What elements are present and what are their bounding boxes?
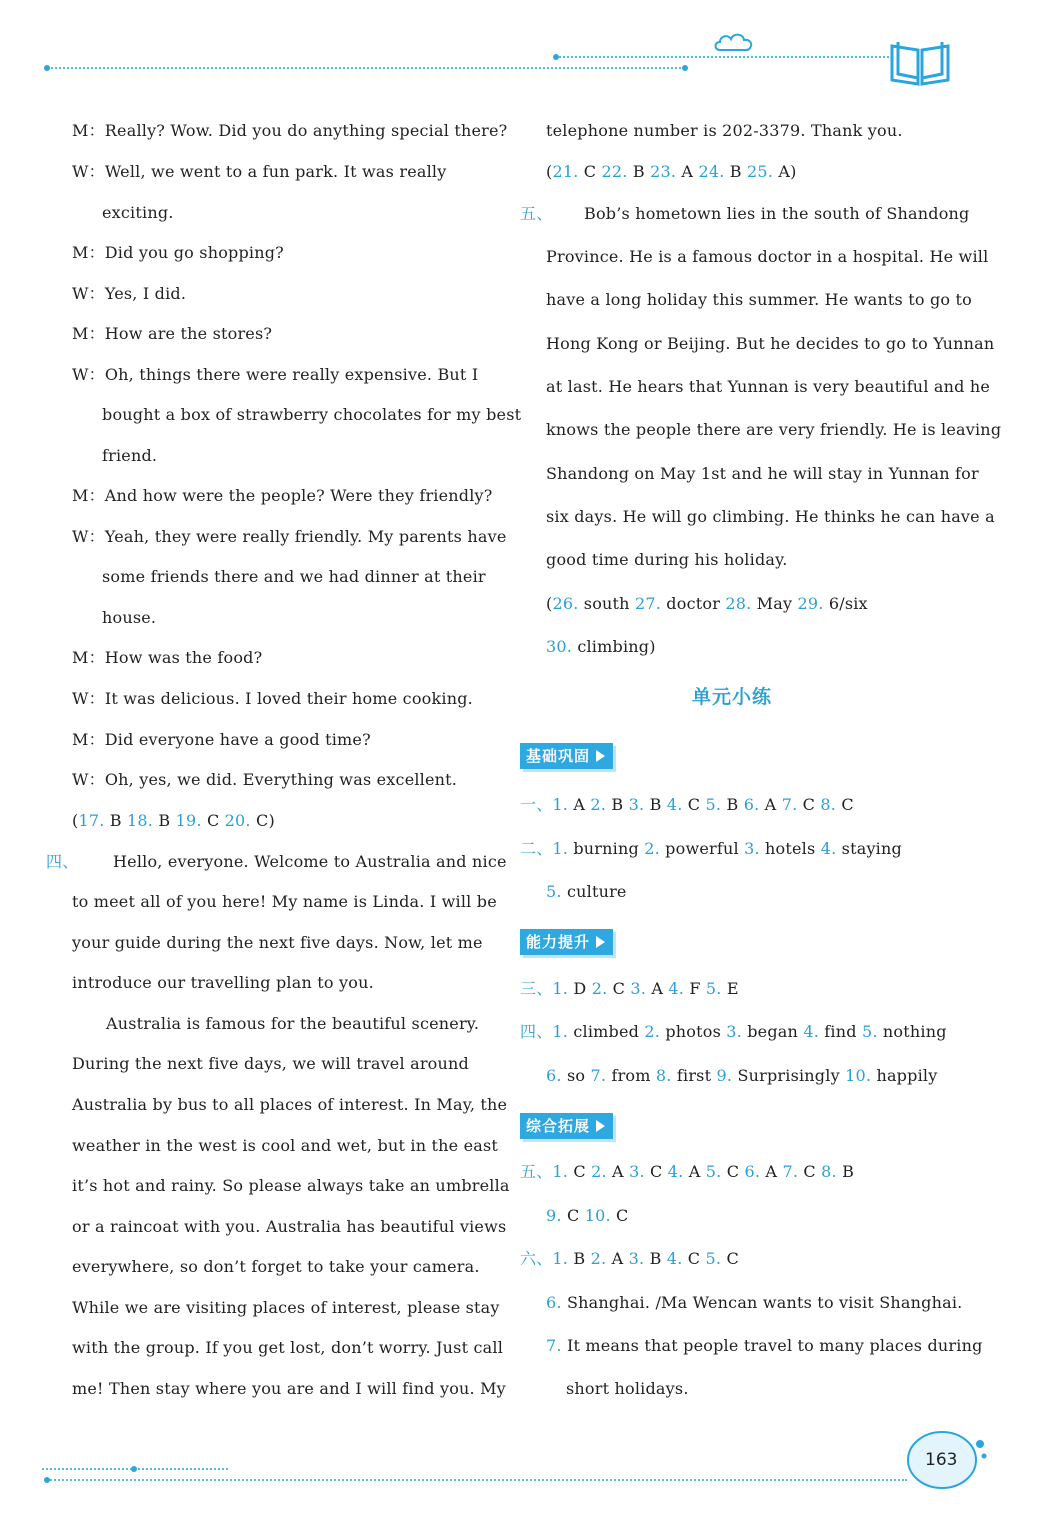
answer-number: 27. xyxy=(634,594,662,613)
answer-text: C xyxy=(797,795,821,814)
answer-text: B xyxy=(721,795,744,814)
header-dot-left xyxy=(44,65,50,71)
answer-text: C xyxy=(721,1162,745,1181)
passage-line: at last. He hears that Yunnan is very beautiful and he xyxy=(546,377,991,396)
answer-text: B xyxy=(627,162,651,181)
passage-line: Hong Kong or Beijing. But he decides to go to Yunnan xyxy=(546,334,995,353)
dialogue-line: M：Did everyone have a good time? xyxy=(72,730,371,749)
answer-row xyxy=(520,1022,947,1042)
answer-text: Surprisingly xyxy=(732,1066,846,1085)
answer-text: F xyxy=(684,979,706,998)
answer-text: ( xyxy=(72,811,79,830)
section-label: 一、 xyxy=(520,795,553,814)
passage-line: Australia is famous for the beautiful scenery. xyxy=(106,1014,480,1033)
answer-number: 9. xyxy=(716,1066,733,1085)
answer-continuation: short holidays. xyxy=(566,1379,689,1398)
answer-number: 7. xyxy=(590,1066,607,1085)
answer-text: C xyxy=(201,811,225,830)
answer-row xyxy=(546,162,797,182)
dialogue-line: house. xyxy=(102,608,157,627)
answer-text: D xyxy=(568,979,592,998)
answer-text: find xyxy=(819,1022,862,1041)
answer-text: C xyxy=(721,1249,739,1268)
answer-number: 2. xyxy=(591,1162,607,1181)
answer-text: B xyxy=(644,1249,667,1268)
answer-text: nothing xyxy=(877,1022,947,1041)
answer-number: 5. xyxy=(705,1162,722,1181)
passage-line: Shandong on May 1st and he will stay in Yunnan for xyxy=(546,464,979,483)
answer-text: A xyxy=(759,795,782,814)
answer-row xyxy=(546,1206,628,1226)
answer-number: 4. xyxy=(666,795,683,814)
answer-text: B xyxy=(606,795,629,814)
answer-text: C xyxy=(578,162,602,181)
dialogue-text: W：Well, we went to a fun park. It was really xyxy=(72,162,447,181)
passage-line: have a long holiday this summer. He wants to go to xyxy=(546,290,973,309)
unit-practice-title: 单元小练 xyxy=(692,686,773,708)
answer-number: 5. xyxy=(546,882,562,901)
section-label: 二、 xyxy=(520,839,553,858)
answer-number: 22. xyxy=(601,162,628,181)
section-label: 四、 xyxy=(520,1022,553,1041)
answer-text: began xyxy=(741,1022,804,1041)
answer-number: 8. xyxy=(655,1066,672,1085)
section-label: 五、 xyxy=(520,1162,553,1181)
answer-text: B xyxy=(568,1249,591,1268)
passage-line: me! Then stay where you are and I will find you. My xyxy=(72,1379,506,1398)
answer-number: 4. xyxy=(666,1249,683,1268)
answer-row xyxy=(546,637,656,657)
dialogue-line: M：How are the stores? xyxy=(72,324,273,343)
passage-line: weather in the west is cool and wet, but in the east xyxy=(72,1136,499,1155)
answer-number: 17. xyxy=(78,811,105,830)
answer-row xyxy=(520,979,739,999)
answer-text: A) xyxy=(773,162,797,181)
passage-line: good time during his holiday. xyxy=(546,550,788,569)
answer-number: 10. xyxy=(845,1066,872,1085)
dialogue-line: W：Yes, I did. xyxy=(72,284,187,303)
badge-label: 基础巩固 xyxy=(526,747,591,765)
dialogue-line: friend. xyxy=(102,446,158,465)
answer-number: 9. xyxy=(546,1206,562,1225)
dialogue-line: W：Oh, things there were really expensive. But I xyxy=(72,365,479,384)
passage-line: it’s hot and rainy. So please always take an umbrella xyxy=(72,1176,510,1195)
answer-number: 2. xyxy=(644,839,660,858)
answer-text: B xyxy=(644,795,667,814)
answer-text: staying xyxy=(836,839,902,858)
dialogue-line: some friends there and we had dinner at their xyxy=(102,567,486,586)
answer-number: 23. xyxy=(650,162,677,181)
badge-comprehensive-extension xyxy=(520,1113,613,1139)
passage-line: introduce our travelling plan to you. xyxy=(72,973,374,992)
answer-row xyxy=(546,1336,983,1356)
passage-line: with the group. If you get lost, don’t worry. Just call xyxy=(72,1338,504,1357)
answer-number: 3. xyxy=(744,839,760,858)
footer-dotted-line xyxy=(47,1479,907,1481)
answer-text: A xyxy=(760,1162,783,1181)
answer-text: C xyxy=(836,795,854,814)
answer-number: 20. xyxy=(224,811,251,830)
passage-line: During the next five days, we will travel around xyxy=(72,1054,469,1073)
answer-text: A xyxy=(568,795,591,814)
answer-text: C xyxy=(561,1206,585,1225)
answer-number: 21. xyxy=(552,162,579,181)
answer-text: C xyxy=(610,1206,629,1225)
answer-text: powerful xyxy=(659,839,745,858)
answer-number: 1. xyxy=(552,839,569,858)
passage-line: six days. He will go climbing. He thinks he can have a xyxy=(546,507,995,526)
answer-number: 6. xyxy=(743,795,760,814)
answer-text: 6/six xyxy=(823,594,868,613)
answer-number: 3. xyxy=(630,979,647,998)
answer-number: 3. xyxy=(726,1022,742,1041)
section-label: 五、 xyxy=(520,204,553,223)
passage-line: everywhere, so don’t forget to take your camera. xyxy=(72,1257,480,1276)
answer-row xyxy=(546,1066,937,1086)
dialogue-line: W：Yeah, they were really friendly. My parents have xyxy=(72,527,507,546)
answer-number: 8. xyxy=(820,795,837,814)
answer-number: 29. xyxy=(797,594,824,613)
answer-number: 7. xyxy=(781,795,798,814)
footer-dot-mid xyxy=(131,1466,137,1472)
dialogue-line: M：Really? Wow. Did you do anything special there? xyxy=(72,121,508,140)
passage-line: Province. He is a famous doctor in a hospital. He will xyxy=(546,247,989,266)
answer-text: Shanghai. /Ma Wencan wants to visit Shanghai. xyxy=(561,1293,963,1312)
answer-number: 7. xyxy=(546,1336,562,1355)
answer-text: C) xyxy=(250,811,275,830)
answer-text: C xyxy=(644,1162,668,1181)
answer-text: B xyxy=(153,811,176,830)
answer-number: 1. xyxy=(552,1249,569,1268)
dialogue-line: M：And how were the people? Were they friendly? xyxy=(72,486,493,505)
passage-line: to meet all of you here! My name is Linda. I will be xyxy=(72,892,497,911)
answer-number: 6. xyxy=(546,1066,562,1085)
dialogue-line xyxy=(72,162,477,182)
answer-row xyxy=(546,1293,962,1313)
answer-text: so xyxy=(561,1066,591,1085)
section-label: 三、 xyxy=(520,979,553,998)
header-dotted-line-upper xyxy=(556,56,896,58)
answer-number: 6. xyxy=(546,1293,562,1312)
answer-number: 8. xyxy=(821,1162,837,1181)
answer-row xyxy=(520,1249,739,1269)
passage-line: your guide during the next five days. Now, let me xyxy=(72,933,483,952)
passage-line: or a raincoat with you. Australia has beautiful views xyxy=(72,1217,507,1236)
footer-dot-left xyxy=(44,1477,50,1483)
answer-number: 5. xyxy=(705,795,722,814)
answer-text: A xyxy=(676,162,699,181)
answer-number: 2. xyxy=(590,1249,607,1268)
answer-number: 7. xyxy=(782,1162,799,1181)
answer-number: 19. xyxy=(175,811,202,830)
answer-text: C xyxy=(682,1249,706,1268)
answer-text: ( xyxy=(546,162,553,181)
answer-number: 3. xyxy=(629,1162,645,1181)
answer-text: photos xyxy=(660,1022,727,1041)
answer-text: May xyxy=(751,594,798,613)
answer-text: climbing) xyxy=(572,637,656,656)
answer-number: 18. xyxy=(127,811,154,830)
answer-text: ( xyxy=(546,594,553,613)
passage-line: Australia by bus to all places of interest. In May, the xyxy=(72,1095,508,1114)
answer-row xyxy=(546,882,627,902)
answer-number: 4. xyxy=(667,1162,684,1181)
play-triangle-icon xyxy=(596,1120,605,1132)
section-label: 四、 xyxy=(46,852,79,871)
answer-number: 1. xyxy=(552,1162,569,1181)
answer-number: 4. xyxy=(803,1022,819,1041)
dialogue-line: bought a box of strawberry chocolates for my best xyxy=(102,405,522,424)
header-dot-upper xyxy=(553,54,559,60)
answer-number: 5. xyxy=(705,979,722,998)
dialogue-line: exciting. xyxy=(102,203,174,222)
answer-text: E xyxy=(721,979,739,998)
answer-number: 4. xyxy=(668,979,685,998)
answer-text: south xyxy=(578,594,635,613)
answer-text: from xyxy=(606,1066,656,1085)
answer-text: climbed xyxy=(568,1022,645,1041)
dialogue-line: W：It was delicious. I loved their home cooking. xyxy=(72,689,473,708)
answer-text: culture xyxy=(561,882,627,901)
answer-text: A xyxy=(646,979,669,998)
dialogue-line: W：Oh, yes, we did. Everything was excellent. xyxy=(72,770,458,789)
answer-row xyxy=(520,1162,854,1182)
badge-label: 综合拓展 xyxy=(526,1117,591,1135)
answer-text: It means that people travel to many places during xyxy=(561,1336,983,1355)
cloud-icon xyxy=(712,30,756,54)
answer-row xyxy=(520,795,854,815)
answer-text: doctor xyxy=(661,594,726,613)
answer-text: B xyxy=(104,811,128,830)
answer-number: 30. xyxy=(546,637,573,656)
answer-text: C xyxy=(682,795,706,814)
answer-text: A xyxy=(606,1162,630,1181)
answer-number: 4. xyxy=(820,839,837,858)
answer-number: 6. xyxy=(744,1162,761,1181)
answer-number: 1. xyxy=(552,1022,569,1041)
play-triangle-icon xyxy=(596,936,605,948)
answer-number: 24. xyxy=(698,162,725,181)
answer-number: 10. xyxy=(584,1206,611,1225)
answer-number: 26. xyxy=(552,594,579,613)
open-book-icon xyxy=(888,38,952,86)
answer-number: 1. xyxy=(552,795,569,814)
passage-line: Bob’s hometown lies in the south of Shandong xyxy=(584,204,970,223)
answer-row xyxy=(520,839,902,859)
answer-number: 5. xyxy=(861,1022,878,1041)
answer-text: A xyxy=(683,1162,706,1181)
passage-line: knows the people there are very friendly. He is leaving xyxy=(546,420,1002,439)
answer-text: B xyxy=(724,162,748,181)
badge-ability-improvement xyxy=(520,929,613,955)
answer-row xyxy=(72,811,275,831)
answer-text: C xyxy=(798,1162,822,1181)
answer-text: happily xyxy=(871,1066,938,1085)
answer-number: 2. xyxy=(644,1022,661,1041)
answer-number: 1. xyxy=(552,979,569,998)
answer-text: B xyxy=(836,1162,855,1181)
badge-basic-consolidation xyxy=(520,743,613,769)
play-triangle-icon xyxy=(596,750,605,762)
answer-number: 3. xyxy=(628,1249,645,1268)
dialogue-line: M：Did you go shopping? xyxy=(72,243,284,262)
answer-number: 3. xyxy=(628,795,645,814)
badge-label: 能力提升 xyxy=(526,933,591,951)
passage-line: telephone number is 202-3379. Thank you. xyxy=(546,121,903,140)
answer-text: C xyxy=(568,1162,592,1181)
header-dot-mid xyxy=(682,65,688,71)
answer-number: 5. xyxy=(705,1249,722,1268)
section-label: 六、 xyxy=(520,1249,553,1268)
answer-row xyxy=(546,594,868,614)
answer-number: 25. xyxy=(747,162,774,181)
header-dotted-line xyxy=(47,67,685,69)
answer-text: hotels xyxy=(759,839,821,858)
answer-text: C xyxy=(607,979,631,998)
dialogue-line: M：How was the food? xyxy=(72,648,263,667)
answer-text: first xyxy=(671,1066,717,1085)
answer-text: burning xyxy=(568,839,645,858)
passage-line: While we are visiting places of interest, please stay xyxy=(72,1298,500,1317)
passage-line: Hello, everyone. Welcome to Australia and nice xyxy=(113,852,507,871)
page-number: 163 xyxy=(925,1450,958,1470)
answer-text: A xyxy=(606,1249,629,1268)
answer-number: 2. xyxy=(590,795,607,814)
answer-number: 2. xyxy=(591,979,608,998)
answer-number: 28. xyxy=(725,594,752,613)
